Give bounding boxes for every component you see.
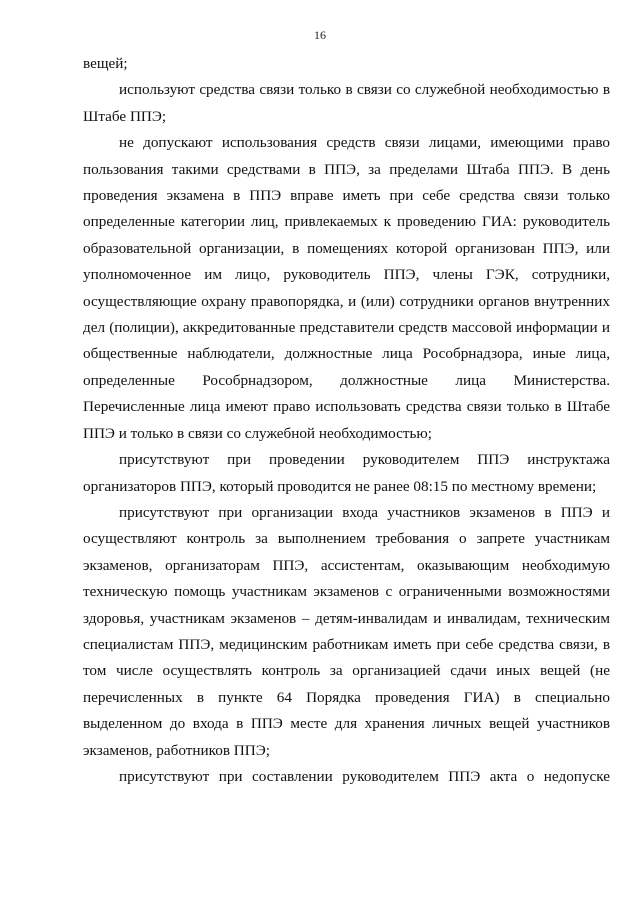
paragraph: вещей; <box>83 55 128 72</box>
paragraph: присутствуют при организации входа участников экзаменов в ППЭ и осуществляют контроль за выполнением требования о запрете участникам экзаменов, организаторам ППЭ, ассистентам, оказывающим необходимую техническую помощь участникам экзаменов с ограниченными возможностями здоровья, участникам экзаменов – детям-инвалидам и инвалидам, техническим специалистам ППЭ, медицинским работникам иметь при себе средства связи, в том числе осуществлять контроль за организацией сдачи иных вещей (не перечисленных в пункте 64 Порядка проведения ГИА) в специально выделенном до входа в ППЭ месте для хранения личных вещей участников экзаменов, работников ППЭ; <box>83 503 610 759</box>
paragraph: присутствуют при проведении руководителем ППЭ инструктажа организаторов ППЭ, который проводится не ранее 08:15 по местному времени; <box>83 451 610 495</box>
page-number: 16 <box>314 28 326 42</box>
paragraph: не допускают использования средств связи лицами, имеющими право пользования такими средствами в ППЭ, за пределами Штаба ППЭ. В день проведения экзамена в ППЭ вправе иметь при себе средства связи только определенные категории лиц, привлекаемых к проведению ГИА: руководитель образовательной организации, в помещениях которой организован ППЭ, или уполномоченное им лицо, руководитель ППЭ, члены ГЭК, сотрудники, осуществляющие охрану правопорядка, и (или) сотрудники органов внутренних дел (полиции), аккредитованные представители средств массовой информации и общественные наблюдатели, должностные лица Рособрнадзора, иные лица, определенные Рособрнадзором, должностные лица Министерства. Перечисленные лица имеют право использовать средства связи только в Штабе ППЭ и только в связи со служебной необходимостью; <box>83 134 610 442</box>
paragraph: используют средства связи только в связи со служебной необходимостью в Штабе ППЭ; <box>83 81 610 125</box>
paragraph-last: присутствуют при составлении руководителем ППЭ акта о недопуске <box>119 767 610 785</box>
body-text <box>83 51 610 790</box>
